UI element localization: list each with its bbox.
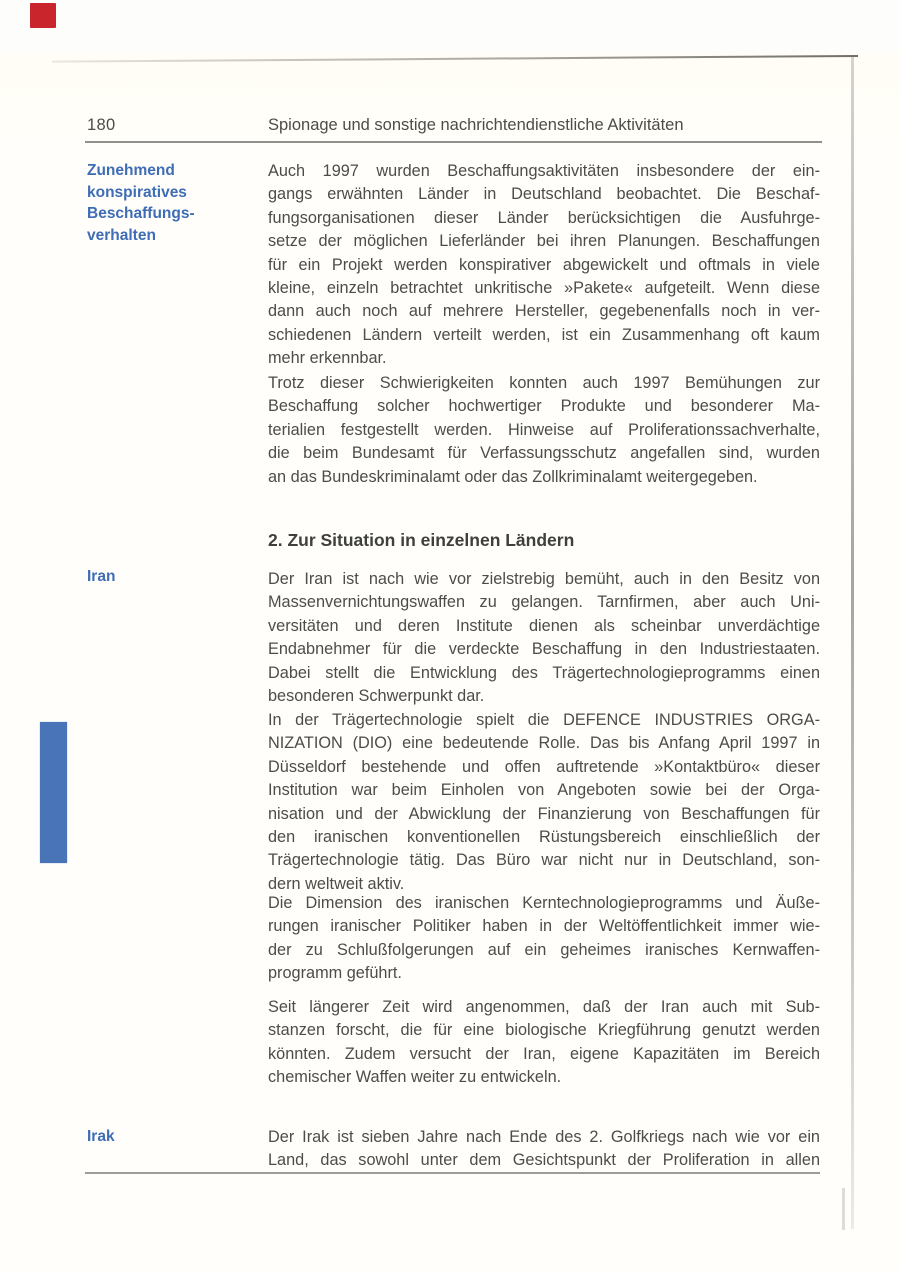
margin-note-procurement xyxy=(87,160,252,247)
text-line: Dabei stellt die Entwicklung des Trägertechnologieprogramms einen xyxy=(268,663,820,682)
page-edge-shadow-bottom-right xyxy=(842,1188,845,1230)
text-line: gangs erwähnten Länder in Deutschland beobachtet. Die Beschaf- xyxy=(268,185,820,204)
text-line: könnten. Zudem versucht der Iran, eigene Kapazitäten im Bereich xyxy=(268,1044,820,1063)
text-line: schiedenen Ländern verteilt werden, ist ein Zusammenhang oft kaum xyxy=(268,325,820,344)
text-line: terialien festgestellt werden. Hinweise auf Proliferationssachverhalte, xyxy=(268,420,820,439)
paragraph-procurement-2 xyxy=(268,372,820,489)
paragraph-iran-3 xyxy=(268,892,820,986)
text-line: mehr erkennbar. xyxy=(268,349,387,368)
text-line: Massenvernichtungswaffen zu gelangen. Tarnfirmen, aber auch Uni- xyxy=(268,593,820,612)
text-line: Trotz dieser Schwierigkeiten konnten auch 1997 Bemühungen zur xyxy=(268,374,820,392)
margin-note-line: Irak xyxy=(87,1128,115,1145)
paragraph-iran-1 xyxy=(268,568,820,708)
text-line: versitäten und deren Institute dienen als scheinbar unverdächtige xyxy=(268,616,820,635)
margin-note-line: Iran xyxy=(87,568,116,585)
paragraph-iran-4 xyxy=(268,996,820,1090)
running-header: Spionage und sonstige nachrichtendienstliche Aktivitäten xyxy=(268,116,684,134)
text-line: Düsseldorf bestehende und offen auftretende »Kontaktbüro« dieser xyxy=(268,757,820,776)
text-line: chemischer Waffen weiter zu entwickeln. xyxy=(268,1068,562,1087)
text-line: an das Bundeskriminalamt oder das Zollkriminalamt weitergegeben. xyxy=(268,467,758,486)
text-line: die beim Bundesamt für Verfassungsschutz angefallen sind, wurden xyxy=(268,444,820,463)
text-line: kleine, einzeln betrachtet unkritische »Pakete« aufgeteilt. Wenn diese xyxy=(268,278,820,297)
text-line: Der Iran ist nach wie vor zielstrebig bemüht, auch in den Besitz von xyxy=(268,570,820,588)
text-line: Land, das sowohl unter dem Gesichtspunkt der Proliferation in allen xyxy=(268,1151,820,1170)
text-line: Der Irak ist sieben Jahre nach Ende des 2. Golfkriegs nach wie vor ein xyxy=(268,1128,820,1146)
margin-note-line: Zunehmend xyxy=(87,162,175,179)
footer-rule xyxy=(85,1172,820,1174)
page-number: 180 xyxy=(87,116,116,134)
text-line: dern weltweit aktiv. xyxy=(268,874,405,893)
text-line: dann auch noch auf mehrere Hersteller, gegebenenfalls noch in ver- xyxy=(268,302,820,321)
bookmark-ribbon xyxy=(40,722,67,863)
page-edge-shadow-right xyxy=(851,57,854,1229)
text-line: für ein Projekt werden konspirativer abgewickelt und oftmals in viele xyxy=(268,255,820,274)
text-line: nisation und der Abwicklung der Finanzierung von Beschaffungen für xyxy=(268,804,820,823)
text-line: programm geführt. xyxy=(268,964,402,983)
margin-note-line: konspiratives xyxy=(87,183,187,201)
page-corner-mark xyxy=(30,3,56,28)
text-line: Die Dimension des iranischen Kerntechnologieprogramms und Äuße- xyxy=(268,894,820,912)
text-line: fungsorganisationen dieser Länder berücksichtigen die Ausfuhrge- xyxy=(268,208,820,227)
margin-note-line: verhalten xyxy=(87,227,156,245)
text-line: rungen iranischer Politiker haben in der Weltöffentlichkeit immer wie- xyxy=(268,917,820,936)
margin-note-irak xyxy=(87,1126,252,1148)
text-line: In der Trägertechnologie spielt die DEFENCE INDUSTRIES ORGA- xyxy=(268,711,820,729)
margin-note-iran xyxy=(87,566,252,588)
text-line: stanzen forscht, die für eine biologische Kriegführung genutzt werden xyxy=(268,1021,820,1040)
paragraph-irak-1 xyxy=(268,1126,820,1173)
header-rule xyxy=(85,141,822,143)
text-line: den iranischen konventionellen Rüstungsbereich einschließlich der xyxy=(268,827,820,846)
text-line: Seit längerer Zeit wird angenommen, daß der Iran auch mit Sub- xyxy=(268,998,820,1016)
margin-note-line: Beschaffungs- xyxy=(87,205,195,223)
text-line: Beschaffung solcher hochwertiger Produkte und besonderer Ma- xyxy=(268,397,820,416)
text-line: Institution war beim Einholen von Angeboten sowie bei der Orga- xyxy=(268,781,820,800)
text-line: besonderen Schwerpunkt dar. xyxy=(268,686,485,705)
text-line: Trägertechnologie tätig. Das Büro war nicht nur in Deutschland, son- xyxy=(268,851,820,870)
section-heading: 2. Zur Situation in einzelnen Ländern xyxy=(268,530,575,550)
text-line: NIZATION (DIO) eine bedeutende Rolle. Das bis Anfang April 1997 in xyxy=(268,734,820,753)
text-line: der zu Schlußfolgerungen auf ein geheimes iranisches Kernwaffen- xyxy=(268,940,820,959)
text-line: Auch 1997 wurden Beschaffungsaktivitäten insbesondere der ein- xyxy=(268,162,820,180)
paragraph-iran-2 xyxy=(268,709,820,896)
paragraph-procurement-1 xyxy=(268,160,820,371)
text-line: setze der möglichen Lieferländer bei ihren Planungen. Beschaffungen xyxy=(268,232,820,251)
text-line: Endabnehmer für die verdeckte Beschaffung in den Industriestaaten. xyxy=(268,640,820,659)
